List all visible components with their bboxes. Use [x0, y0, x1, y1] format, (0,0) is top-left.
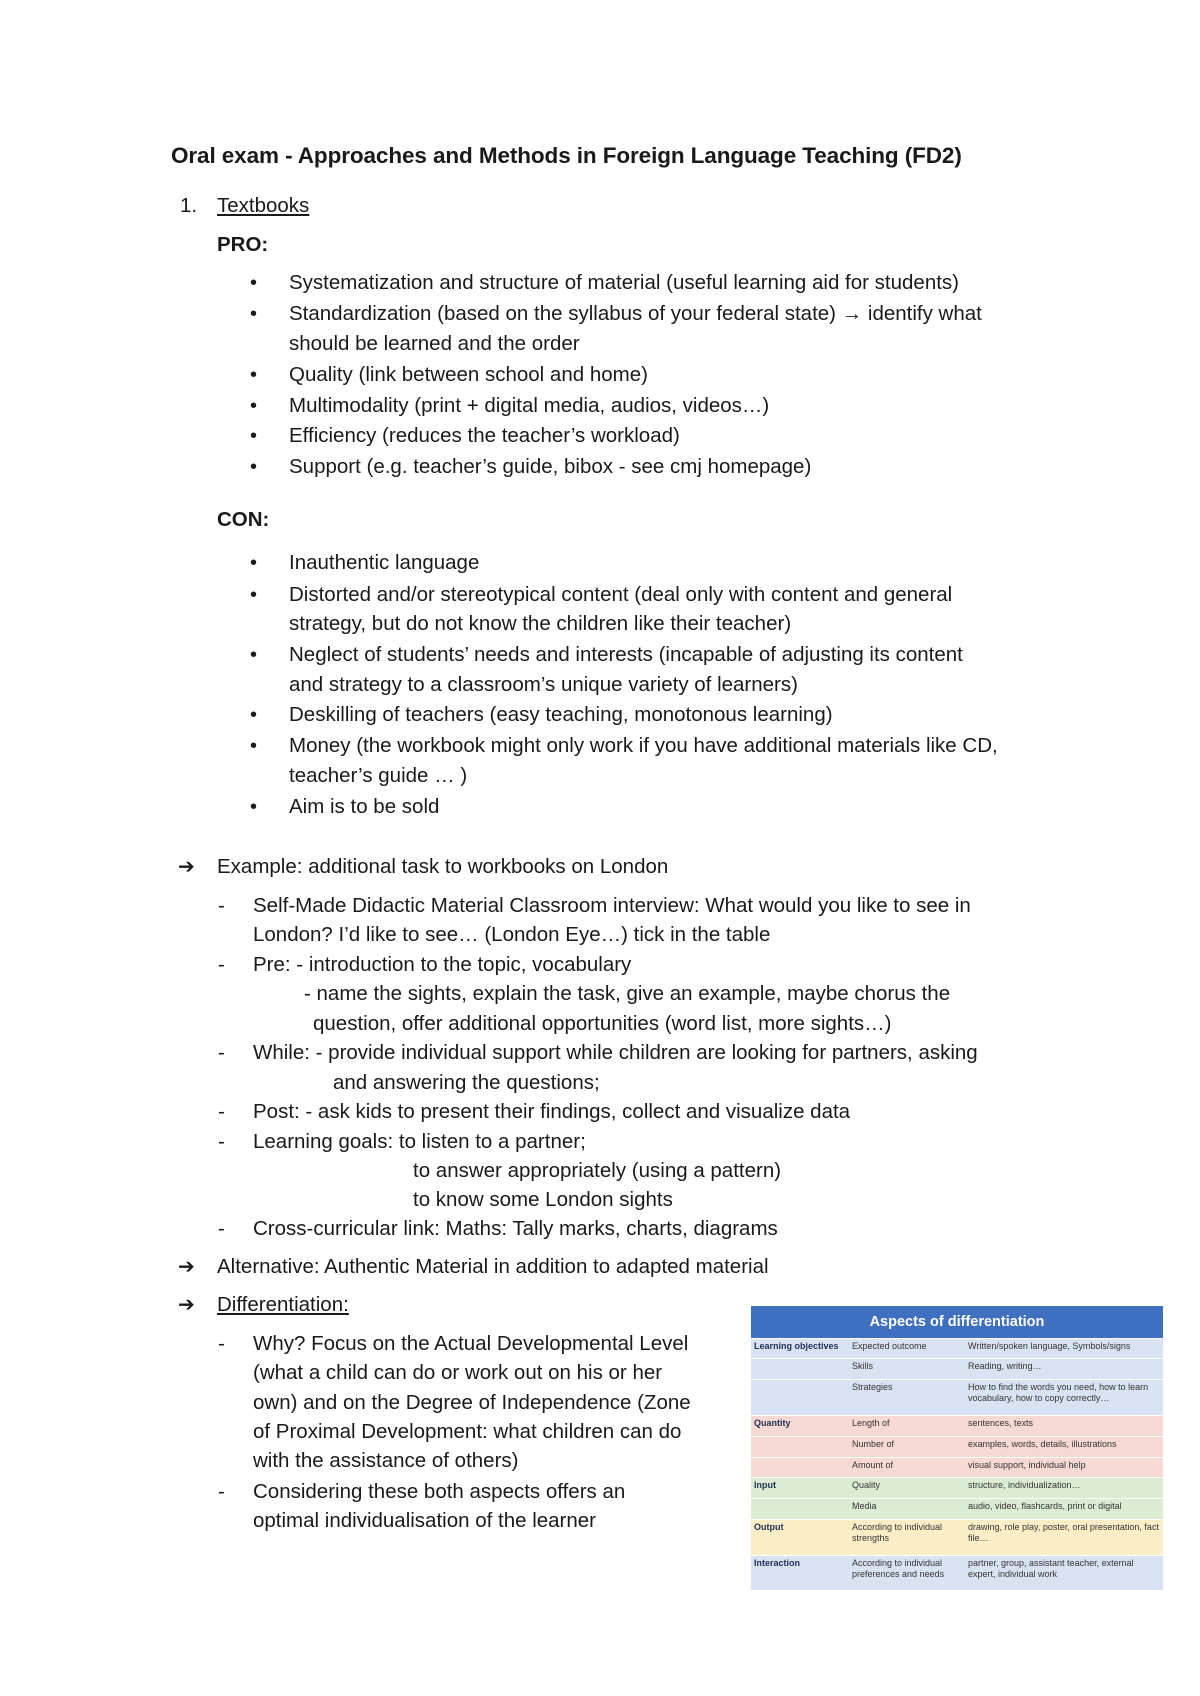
differentiation-line: (what a child can do or work out on his or her — [253, 1361, 663, 1384]
con-item: Inauthentic language — [289, 551, 480, 574]
example-line: London? I’d like to see… (London Eye…) tick in the table — [253, 923, 771, 946]
page-title: Oral exam - Approaches and Methods in Foreign Language Teaching (FD2) — [171, 143, 962, 168]
example-line: question, offer additional opportunities (word list, more sights…) — [313, 1012, 892, 1035]
table-cell: Number of — [849, 1436, 965, 1457]
example-line: to know some London sights — [413, 1188, 673, 1211]
differentiation-line: with the assistance of others) — [253, 1449, 519, 1472]
table-cell — [751, 1359, 849, 1380]
alternative-line: Alternative: Authentic Material in addition to adapted material — [217, 1255, 769, 1278]
con-item-continued: teacher’s guide … ) — [289, 764, 468, 787]
example-line: Self-Made Didactic Material Classroom interview: What would you like to see in — [253, 894, 971, 917]
table-cell: Input — [751, 1478, 849, 1499]
con-item-continued: and strategy to a classroom’s unique variety of learners) — [289, 673, 798, 696]
table-cell — [751, 1380, 849, 1415]
pro-item-continued: should be learned and the order — [289, 332, 580, 355]
dash-marker: - — [218, 953, 225, 976]
dash-marker: - — [218, 1130, 225, 1153]
table-row — [751, 1478, 1163, 1499]
bullet-icon: • — [250, 272, 258, 294]
table-cell: Amount of — [849, 1457, 965, 1478]
table-title: Aspects of differentiation — [751, 1306, 1163, 1338]
table-row — [751, 1415, 1163, 1436]
table-cell: Skills — [849, 1359, 965, 1380]
bullet-icon: • — [250, 364, 258, 386]
table-cell: Interaction — [751, 1555, 849, 1590]
bullet-icon: • — [250, 735, 258, 757]
bullet-icon: • — [250, 425, 258, 447]
pro-item: Efficiency (reduces the teacher’s workload) — [289, 424, 680, 447]
table-cell: Strategies — [849, 1380, 965, 1415]
table-row — [751, 1338, 1163, 1359]
table-cell: How to find the words you need, how to learn vocabulary, how to copy correctly… — [965, 1380, 1163, 1415]
pro-item: Multimodality (print + digital media, audios, videos…) — [289, 394, 770, 417]
table-cell: Output — [751, 1520, 849, 1555]
table-cell: visual support, individual help — [965, 1457, 1163, 1478]
con-item-continued: strategy, but do not know the children like their teacher) — [289, 612, 792, 635]
example-line: to answer appropriately (using a pattern) — [413, 1159, 782, 1182]
arrow-right-icon: ➔ — [178, 1294, 195, 1316]
example-line: and answering the questions; — [333, 1071, 600, 1094]
dash-marker: - — [218, 1217, 225, 1240]
bullet-icon: • — [250, 796, 258, 818]
table-header-row — [751, 1306, 1163, 1338]
example-heading: Example: additional task to workbooks on London — [217, 855, 669, 878]
pro-item: Quality (link between school and home) — [289, 363, 648, 386]
pro-item: Systematization and structure of material (useful learning aid for students) — [289, 271, 959, 294]
con-item: Aim is to be sold — [289, 795, 440, 818]
table-cell: Reading, writing… — [965, 1359, 1163, 1380]
arrow-right-icon: ➔ — [178, 1256, 195, 1278]
table-cell: audio, video, flashcards, print or digital — [965, 1499, 1163, 1520]
bullet-icon: • — [250, 552, 258, 574]
table-cell: sentences, texts — [965, 1415, 1163, 1436]
table-cell: Media — [849, 1499, 965, 1520]
dash-marker: - — [218, 1480, 225, 1503]
bullet-icon: • — [250, 644, 258, 666]
bullet-icon: • — [250, 456, 258, 478]
pro-label: PRO: — [217, 233, 269, 256]
bullet-icon: • — [250, 395, 258, 417]
differentiation-line: Considering these both aspects offers an — [253, 1480, 626, 1503]
dash-marker: - — [218, 1332, 225, 1355]
table-cell: partner, group, assistant teacher, external expert, individual work — [965, 1555, 1163, 1590]
con-item: Money (the workbook might only work if you have additional materials like CD, — [289, 734, 998, 757]
table-cell — [751, 1436, 849, 1457]
table-cell — [751, 1499, 849, 1520]
pro-item: Standardization (based on the syllabus of your federal state) → identify what — [289, 302, 982, 325]
differentiation-line: own) and on the Degree of Independence (Zone — [253, 1391, 691, 1414]
table-cell: examples, words, details, illustrations — [965, 1436, 1163, 1457]
bullet-icon: • — [250, 303, 258, 325]
aspects-of-differentiation-table — [751, 1306, 1163, 1591]
bullet-icon: • — [250, 704, 258, 726]
table-cell: Quality — [849, 1478, 965, 1499]
table-cell: Written/spoken language, Symbols/signs — [965, 1338, 1163, 1359]
example-line: Pre: - introduction to the topic, vocabulary — [253, 953, 632, 976]
example-line: Learning goals: to listen to a partner; — [253, 1130, 586, 1153]
example-line: Cross-curricular link: Maths: Tally marks, charts, diagrams — [253, 1217, 778, 1240]
dash-marker: - — [218, 1100, 225, 1123]
table-row — [751, 1499, 1163, 1520]
pro-item: Support (e.g. teacher’s guide, bibox - see cmj homepage) — [289, 455, 812, 478]
table-row — [751, 1380, 1163, 1415]
table-cell: drawing, role play, poster, oral presentation, fact file… — [965, 1520, 1163, 1555]
example-line: While: - provide individual support while children are looking for partners, asking — [253, 1041, 978, 1064]
example-line: Post: - ask kids to present their findings, collect and visualize data — [253, 1100, 851, 1123]
con-item: Distorted and/or stereotypical content (deal only with content and general — [289, 583, 953, 606]
table-cell: According to individual strengths — [849, 1520, 965, 1555]
con-item: Deskilling of teachers (easy teaching, monotonous learning) — [289, 703, 833, 726]
table-cell: Length of — [849, 1415, 965, 1436]
table-row — [751, 1457, 1163, 1478]
table-row — [751, 1436, 1163, 1457]
bullet-icon: • — [250, 584, 258, 606]
table-cell: Expected outcome — [849, 1338, 965, 1359]
table-row — [751, 1555, 1163, 1590]
example-line: - name the sights, explain the task, give an example, maybe chorus the — [304, 982, 951, 1005]
table-cell: According to individual preferences and needs — [849, 1555, 965, 1590]
differentiation-line: of Proximal Development: what children can do — [253, 1420, 682, 1443]
differentiation-heading: Differentiation: — [217, 1293, 349, 1316]
section-heading: Textbooks — [217, 194, 310, 217]
differentiation-line: Why? Focus on the Actual Developmental Level — [253, 1332, 689, 1355]
table-cell — [751, 1457, 849, 1478]
table-row — [751, 1359, 1163, 1380]
differentiation-line: optimal individualisation of the learner — [253, 1509, 597, 1532]
dash-marker: - — [218, 1041, 225, 1064]
section-number: 1. — [180, 194, 198, 217]
table-cell: Quantity — [751, 1415, 849, 1436]
con-label: CON: — [217, 508, 270, 531]
con-item: Neglect of students’ needs and interests (incapable of adjusting its content — [289, 643, 963, 666]
arrow-right-icon: ➔ — [178, 856, 195, 878]
dash-marker: - — [218, 894, 225, 917]
table-cell: structure, individualization… — [965, 1478, 1163, 1499]
table-row — [751, 1520, 1163, 1555]
table-cell: Learning objectives — [751, 1338, 849, 1359]
